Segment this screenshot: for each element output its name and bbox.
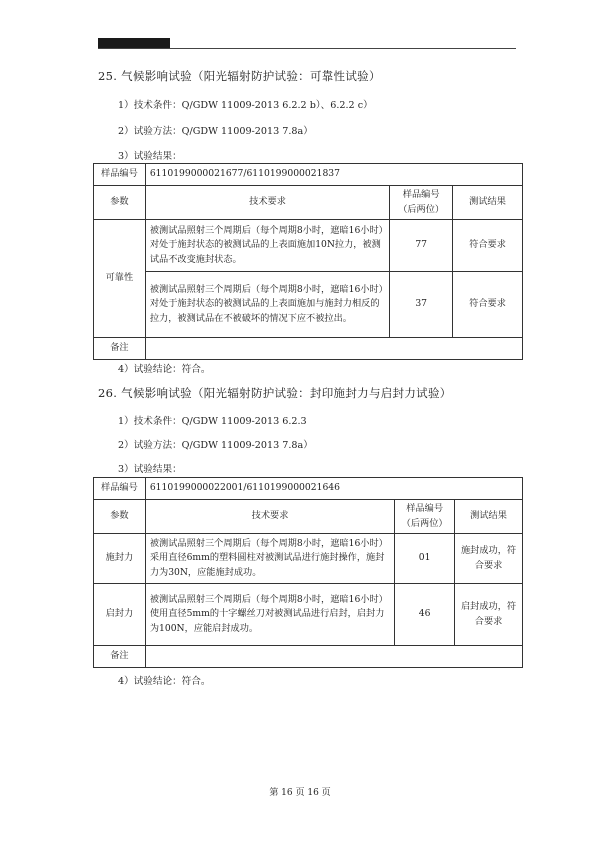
header-rule [98,48,516,49]
param-cell: 启封力 [94,584,146,646]
section-25-method: 2）试验方法：Q/GDW 11009-2013 7.8a） [118,126,313,137]
result-cell: 施封成功，符合要求 [455,534,523,584]
sample-number-cell: 77 [390,220,453,272]
header-sample-number: 样品编号（后两位） [390,186,453,220]
result-cell: 启封成功，符合要求 [455,584,523,646]
sample-value: 6110199000021677/6110199000021837 [145,164,522,186]
requirement-cell: 被测试品照射三个周期后（每个周期8小时，遮暗16小时）对处于施封状态的被测试品的上表面施加10N拉力，被测试品不改变施封状态。 [145,220,389,272]
header-param: 参数 [94,186,146,220]
section-25-table [93,163,523,360]
param-cell: 可靠性 [94,220,146,338]
section-26-conclusion: 4）试验结论：符合。 [118,676,211,687]
header-result: 测试结果 [453,186,523,220]
sample-number-cell: 46 [395,584,455,646]
section-26-heading: 26. 气候影响试验（阳光辐射防护试验：封印施封力与启封力试验） [98,386,452,400]
header-sample-number: 样品编号（后两位） [395,500,455,534]
header-mark [98,38,170,48]
section-25-heading: 25. 气候影响试验（阳光辐射防护试验：可靠性试验） [98,69,381,83]
page-footer: 第 16 页 16 页 [269,788,331,798]
remark-value [145,646,522,668]
sample-label: 样品编号 [94,164,146,186]
header-param: 参数 [94,500,146,534]
header-requirement: 技术要求 [145,186,389,220]
sample-number-cell: 01 [395,534,455,584]
section-25-conclusion: 4）试验结论：符合。 [118,364,211,375]
header-requirement: 技术要求 [145,500,394,534]
sample-number-cell: 37 [390,272,453,338]
section-26-table [93,477,523,668]
requirement-cell: 被测试品照射三个周期后（每个周期8小时，遮暗16小时）使用直径5mm的十字螺丝刀对被测试品进行启封，启封力为100N，应能启封成功。 [145,584,394,646]
remark-label: 备注 [94,646,146,668]
section-25-tech-condition: 1）技术条件：Q/GDW 11009-2013 6.2.2 b）、6.2.2 c） [118,100,373,111]
requirement-cell: 被测试品照射三个周期后（每个周期8小时，遮暗16小时）对处于施封状态的被测试品的上表面施加与施封力相反的拉力，被测试品在不被破坏的情况下应不被拉出。 [145,272,389,338]
section-26-method: 2）试验方法：Q/GDW 11009-2013 7.8a） [118,440,313,451]
sample-label: 样品编号 [94,478,146,500]
remark-label: 备注 [94,338,146,360]
result-cell: 符合要求 [453,272,523,338]
remark-value [145,338,522,360]
param-cell: 施封力 [94,534,146,584]
section-25-results-label: 3）试验结果： [118,151,182,162]
result-cell: 符合要求 [453,220,523,272]
requirement-cell: 被测试品照射三个周期后（每个周期8小时，遮暗16小时）采用直径6mm的塑料圆柱对被测试品进行施封操作，施封力为30N，应能施封成功。 [145,534,394,584]
header-result: 测试结果 [455,500,523,534]
section-26-tech-condition: 1）技术条件：Q/GDW 11009-2013 6.2.3 [118,416,307,427]
section-26-results-label: 3）试验结果： [118,464,182,475]
sample-value: 6110199000022001/6110199000021646 [145,478,522,500]
